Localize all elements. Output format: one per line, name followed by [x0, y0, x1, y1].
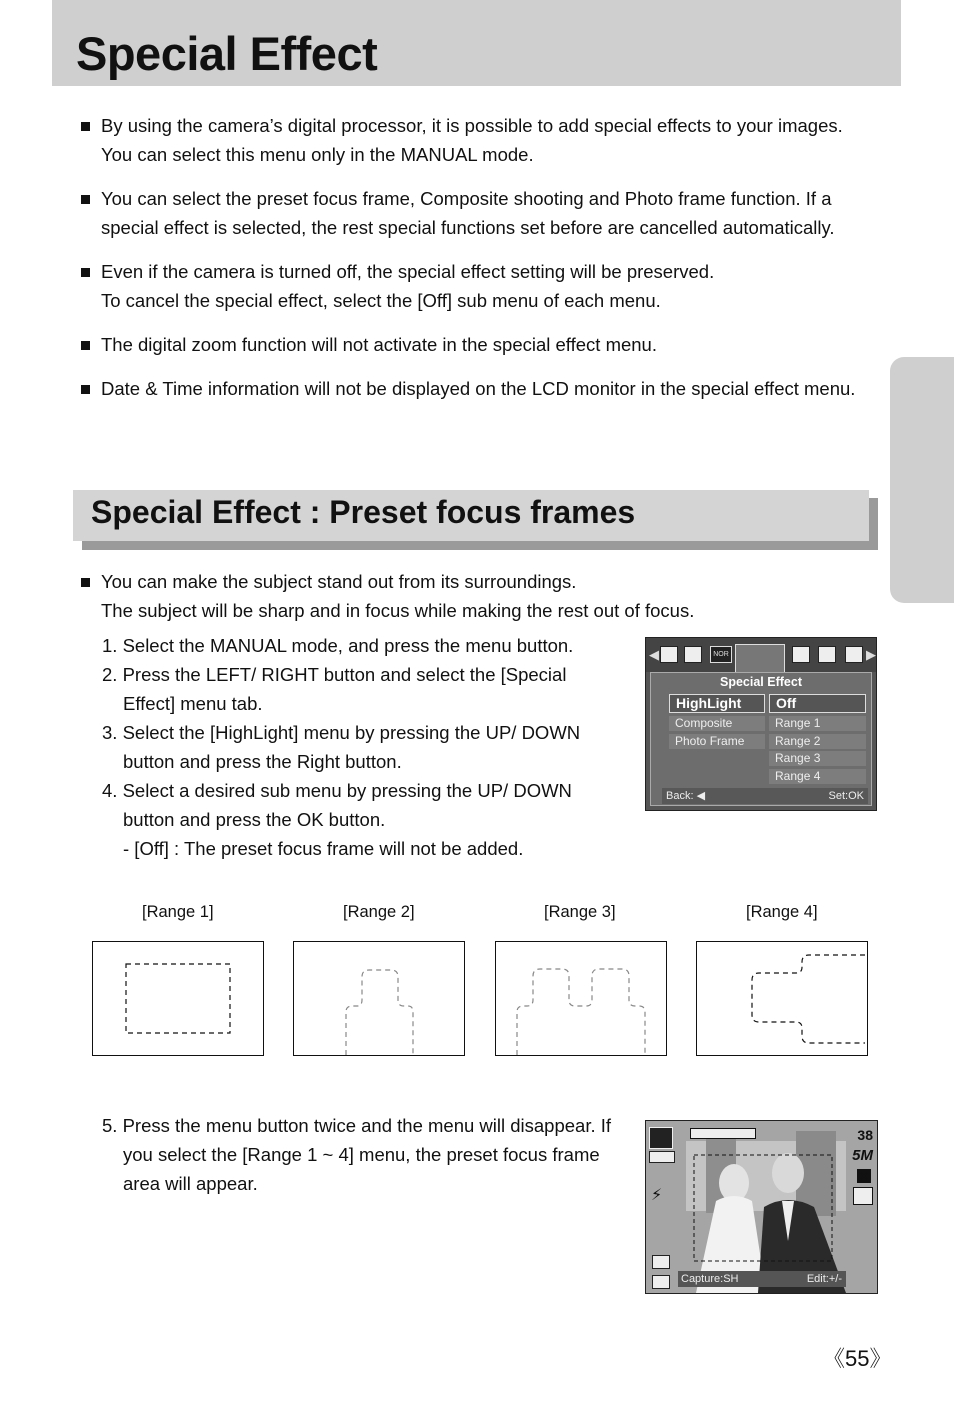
range-4-frame — [696, 941, 868, 1056]
step-3: 3. Select the [HighLight] menu by pressing the UP/ DOWN button and press the Right button. — [102, 722, 581, 772]
submenu-item-range-3: Range 3 — [769, 751, 866, 766]
bullet-item: You can select the preset focus frame, Composite shooting and Photo frame function. If a special effect is selected, the rest special functions set before are cancelled automatically. — [80, 184, 880, 242]
step-1: 1. Select the MANUAL mode, and press the menu button. — [102, 635, 574, 656]
menu-item-composite: Composite — [669, 716, 765, 731]
quality-icon — [857, 1169, 871, 1183]
set-hint: Set:OK — [828, 790, 864, 802]
bullet-item: You can make the subject stand out from its surroundings. The subject will be sharp and in focus while making the rest out of focus. — [80, 567, 780, 625]
sharpness-icon — [853, 1187, 873, 1205]
steps-list — [102, 631, 612, 863]
bullet-item: The digital zoom function will not activate in the special effect menu. — [80, 330, 880, 359]
submenu-item-range-2: Range 2 — [769, 734, 866, 749]
submenu-item-off: Off — [769, 694, 866, 713]
range-4-focus-area — [697, 942, 867, 1055]
section-intro — [80, 567, 780, 625]
section-title: Special Effect : Preset focus frames — [91, 494, 636, 530]
setup-icon — [845, 646, 863, 663]
range-1-frame — [92, 941, 264, 1056]
range-1-focus-area — [93, 942, 263, 1055]
submenu-item-range-4: Range 4 — [769, 769, 866, 784]
manual-mode-icon — [649, 1127, 673, 1149]
submenu-item-range-1: Range 1 — [769, 716, 866, 731]
flash-auto-icon: ⚡ — [651, 1187, 663, 1204]
preview-photo — [646, 1121, 877, 1293]
menu-item-highlight: HighLight — [669, 694, 765, 713]
menu-tab-row — [646, 638, 876, 672]
menu-footer — [662, 788, 868, 804]
metering-icon — [652, 1255, 670, 1269]
quality-icon — [684, 646, 702, 663]
edit-hint: Edit:+/- — [806, 1273, 842, 1285]
step-4-sub: - [Off] : The preset focus frame will not be added. — [123, 838, 524, 859]
step-4: 4. Select a desired sub menu by pressing the UP/ DOWN button and press the OK button. — [102, 780, 572, 830]
battery-icon — [649, 1151, 675, 1163]
range-1-label: [Range 1] — [142, 903, 214, 921]
capture-hint: Capture:SH — [681, 1273, 739, 1285]
right-arrow-icon: ▶ — [866, 647, 876, 662]
range-3-label: [Range 3] — [544, 903, 616, 921]
menu-title: Special Effect — [720, 675, 802, 689]
menu-item-photo-frame: Photo Frame — [669, 734, 765, 749]
bullet-item: Even if the camera is turned off, the special effect setting will be preserved. To cancel the special effect, select the [Off] sub menu of each menu. — [80, 257, 880, 315]
nor-icon: NOR — [710, 646, 732, 663]
page-title: Special Effect — [76, 27, 378, 80]
size-icon — [660, 646, 678, 663]
range-3-frame — [495, 941, 667, 1056]
resolution-indicator: 5M — [852, 1147, 873, 1164]
range-4-label: [Range 4] — [746, 903, 818, 921]
back-hint: Back: ◀ — [666, 790, 706, 802]
bullet-item: By using the camera’s digital processor, it is possible to add special effects to your images. You can select this menu only in the MANUAL mode. — [80, 111, 880, 169]
range-2-label: [Range 2] — [343, 903, 415, 921]
side-tab — [890, 357, 954, 603]
step-5: 5. Press the menu button twice and the menu will disappear. If you select the [Range 1 ~ 4] menu, the preset focus frame area will appear. — [102, 1115, 612, 1194]
zoom-bar — [690, 1128, 756, 1139]
lcd-menu-screen — [645, 637, 877, 811]
mode-icon — [818, 646, 836, 663]
range-3-focus-area — [496, 942, 666, 1055]
capture-bar — [678, 1271, 846, 1287]
sharpness-icon — [792, 646, 810, 663]
drive-icon — [652, 1275, 670, 1289]
left-arrow-icon: ◀ — [649, 647, 659, 662]
special-effect-tab-icon — [735, 644, 785, 672]
back-arrow-icon: ◀ — [693, 790, 706, 802]
camera-preview-screen — [645, 1120, 878, 1294]
range-2-focus-area — [294, 942, 464, 1055]
menu-panel — [650, 672, 872, 806]
bullet-item: Date & Time information will not be displayed on the LCD monitor in the special effect menu. — [80, 374, 880, 403]
step-2: 2. Press the LEFT/ RIGHT button and select the [Special Effect] menu tab. — [102, 664, 567, 714]
intro-bullets — [80, 111, 880, 418]
shots-remaining: 38 — [857, 1127, 873, 1143]
range-2-frame — [293, 941, 465, 1056]
page-number: 《55》 — [823, 1346, 892, 1371]
